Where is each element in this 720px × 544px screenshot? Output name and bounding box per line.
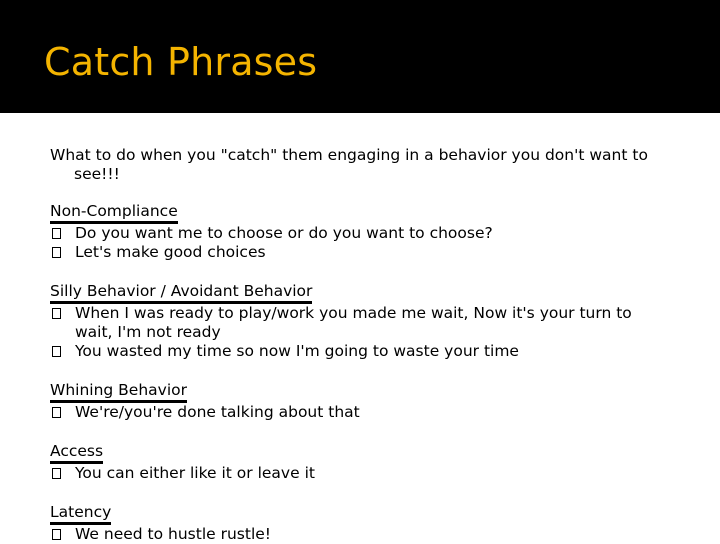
bullet-box-icon xyxy=(52,228,61,239)
bullet-box-icon xyxy=(52,346,61,357)
section-access xyxy=(50,442,690,483)
bullet-text: Do you want me to choose or do you want to choose? xyxy=(75,224,493,242)
intro-text xyxy=(50,146,690,184)
list-item xyxy=(50,525,690,544)
list-item xyxy=(50,464,690,483)
bullet-box-icon xyxy=(52,468,61,479)
bullet-text: We need to hustle rustle! xyxy=(75,525,272,543)
section-heading: Non-Compliance xyxy=(50,202,178,224)
slide-title: Catch Phrases xyxy=(44,40,318,84)
section-whining-behavior xyxy=(50,381,690,422)
section-heading: Access xyxy=(50,442,103,464)
bullet-text: You wasted my time so now I'm going to waste your time xyxy=(75,342,519,360)
intro-line: What to do when you "catch" them engaging in a behavior you don't want to xyxy=(50,146,648,164)
intro-line-cont: see!!! xyxy=(74,165,120,183)
list-item xyxy=(50,403,690,422)
bullet-text: We're/you're done talking about that xyxy=(75,403,360,421)
bullet-text: When I was ready to play/work you made me wait, Now it's your turn to xyxy=(75,304,632,322)
bullet-text-cont: wait, I'm not ready xyxy=(75,323,221,341)
bullet-text: Let's make good choices xyxy=(75,243,266,261)
section-heading: Latency xyxy=(50,503,111,525)
list-item xyxy=(50,224,690,243)
list-item xyxy=(50,304,690,342)
bullet-box-icon xyxy=(52,308,61,319)
section-heading: Whining Behavior xyxy=(50,381,187,403)
bullet-box-icon xyxy=(52,407,61,418)
slide-content xyxy=(50,146,690,544)
bullet-box-icon xyxy=(52,247,61,258)
section-latency xyxy=(50,503,690,544)
bullet-box-icon xyxy=(52,529,61,540)
section-heading: Silly Behavior / Avoidant Behavior xyxy=(50,282,312,304)
title-bar xyxy=(0,0,720,113)
section-silly-behavior xyxy=(50,282,690,361)
bullet-text: You can either like it or leave it xyxy=(75,464,315,482)
section-non-compliance xyxy=(50,202,690,262)
list-item xyxy=(50,342,690,361)
list-item xyxy=(50,243,690,262)
